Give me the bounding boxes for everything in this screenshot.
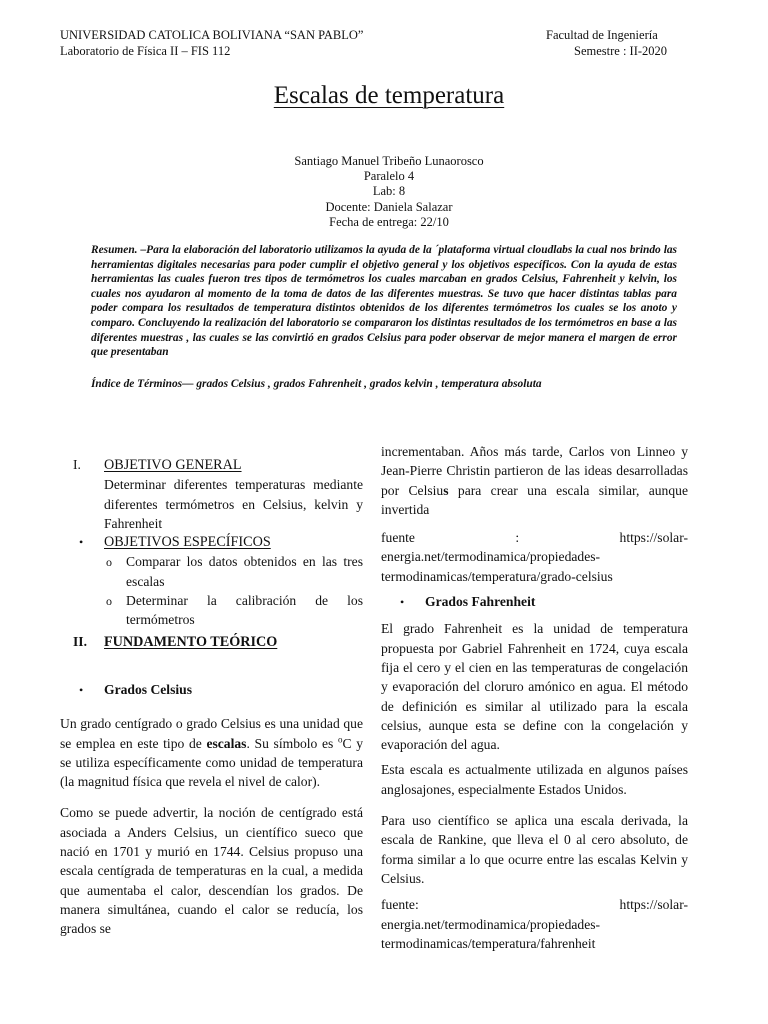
section-title: OBJETIVOS ESPECÍFICOS xyxy=(104,534,271,551)
author-block xyxy=(0,154,768,230)
faculty-name: Facultad de Ingeniería xyxy=(546,28,658,42)
section-number: II. xyxy=(73,633,87,649)
section-number: I. xyxy=(73,457,81,472)
objetivos-especificos-heading xyxy=(60,533,363,552)
author-fecha: Fecha de entrega: 22/10 xyxy=(329,214,449,229)
subsection-title: Grados Celsius xyxy=(104,681,192,697)
celsius-paragraph-3 xyxy=(381,442,688,519)
source-url-rest: energia.net/termodinamica/propiedades-termodinamicas/temperatura/grado-celsius xyxy=(381,549,613,584)
text-run: . Su símbolo es xyxy=(246,735,338,751)
author-docente: Docente: Daniela Salazar xyxy=(325,199,453,214)
right-column xyxy=(381,442,688,953)
section-title: OBJETIVO GENERAL xyxy=(104,457,242,473)
source-celsius xyxy=(381,528,688,586)
source-url-start: https://solar- xyxy=(619,897,688,913)
bullet-icon: • xyxy=(400,595,405,610)
semester-label: Semestre : II-2020 xyxy=(574,44,668,58)
author-paralelo: Paralelo 4 xyxy=(363,169,415,184)
source-line xyxy=(381,528,688,547)
source-label: fuente: xyxy=(381,897,419,913)
list-item xyxy=(60,591,363,630)
list-item-text: Determinar la calibración de los termómetros xyxy=(126,593,363,628)
author-lab: Lab: 8 xyxy=(372,184,406,199)
text-run: C y se utiliza específicamente como unidad de temperatura (la magnitud física que revela el nivel de calor). xyxy=(60,735,364,790)
text-run: incrementaban. Años más tarde, Carlos von Linneo y Jean-Pierre Christin partieron de las ideas desarrolladas por Celsiu xyxy=(381,444,688,498)
list-item-text: Comparar los datos obtenidos en las tres escalas xyxy=(126,554,363,589)
university-name: UNIVERSIDAD CATOLICA BOLIVIANA “SAN PABLO” xyxy=(60,28,364,42)
paper-title-text: Escalas de temperatura xyxy=(273,82,505,109)
text-run: para crear una escala similar, aunque invertida xyxy=(381,482,688,517)
celsius-paragraph-2: Como se puede advertir, la noción de centígrado está asociada a Anders Celsius, un científico sueco que nació en 1701 y murió en 1744. Celsius propuso una escala centígrada de temperaturas en la cual, a medida que aumentaba el calor, descendían los grados. De manera simultánea, cuando el calor se reducía, los grados se xyxy=(60,805,363,937)
index-terms: Índice de Términos— grados Celsius , grados Fahrenheit , grados kelvin , temperatura absoluta xyxy=(91,378,542,390)
bullet-icon: • xyxy=(79,682,84,697)
abstract: Resumen. –Para la elaboración del laboratorio utilizamos la ayuda de la ´plataforma virtual cloudlabs la cual nos brindo las herramientas digitales necesarias para poder cumplir el objetivo general y los objetivos específicos. Con la ayuda de estas herramientas las cuales fueron tres tipos de termómetros los cuales marcaban en grados Celsius, Fahrenheit y kelvin, los cuales nos ayudaron al momento de la toma de datos de las diferentes muestras. Se tuvo que hacer distintas tablas para poder compara los resultados de temperatura distintos obtenidos de los diferentes termómetros los cuales se los anoto y comparo. Concluyendo la realización del laboratorio se compararon los distintas resultados de los termómetros en base a las diferentes muestras , las cuales se las convirtió en grados Celsius para poder observar de mejor manera el margen de error que presentaban xyxy=(91,244,677,359)
list-item xyxy=(60,552,363,591)
section-title: FUNDAMENTO TEÓRICO xyxy=(104,633,278,650)
hollow-bullet-icon: o xyxy=(106,594,112,609)
fahrenheit-paragraph-1: El grado Fahrenheit es la unidad de temperatura propuesta por Gabriel Fahrenheit en 1724, cuya escala fija el cero y el cien en las temperaturas de congelación y evaporación del cloruro amónico en agua. El método de definición es similar al utilizado para la escala celsius, aunque esta se define con la congelación y evaporación del agua. xyxy=(381,621,688,753)
source-url-rest: energia.net/termodinamica/propiedades-termodinamicas/temperatura/fahrenheit xyxy=(381,916,601,951)
celsius-heading xyxy=(60,680,363,700)
fahrenheit-paragraph-2: Esta escala es actualmente utilizada en algunos países anglosajones, especialmente Estados Unidos. xyxy=(381,762,688,797)
subsection-title: Grados Fahrenheit xyxy=(425,594,536,610)
section-fundamento-heading xyxy=(60,632,363,652)
section-objetivo-general-heading xyxy=(60,455,363,475)
hollow-bullet-icon: o xyxy=(106,555,112,570)
text-run-bold: escalas xyxy=(206,735,247,751)
course-name: Laboratorio de Física II – FIS 112 xyxy=(60,44,231,58)
objetivo-general-text: Determinar diferentes temperaturas mediante diferentes termómetros en Celsius, kelvin y Fahrenheit xyxy=(104,477,363,531)
paper-title xyxy=(0,80,768,112)
text-run-bold: s xyxy=(443,482,449,498)
bullet-icon: • xyxy=(79,535,84,550)
celsius-paragraph-1 xyxy=(60,714,363,791)
text-run: Un grado centígrado o grado Celsius es una unidad que se emplea en este tipo de xyxy=(60,716,363,751)
source-colon: : xyxy=(515,530,520,546)
source-label: fuente xyxy=(381,530,415,546)
fahrenheit-paragraph-3: Para uso científico se aplica una escala derivada, la escala de Rankine, que lleva el 0 al cero absoluto, de forma similar a lo que ocurre entre las escalas Kelvin y Celsius. xyxy=(381,813,688,886)
source-url-start: https://solar- xyxy=(619,530,688,546)
degree-symbol: o xyxy=(338,734,343,745)
page-header-right xyxy=(546,27,668,59)
page-header-left xyxy=(60,27,363,59)
source-line xyxy=(381,895,688,914)
fahrenheit-heading xyxy=(381,592,688,612)
left-column xyxy=(60,455,363,939)
author-name: Santiago Manuel Tribeño Lunaorosco xyxy=(294,154,484,168)
source-fahrenheit xyxy=(381,895,688,953)
